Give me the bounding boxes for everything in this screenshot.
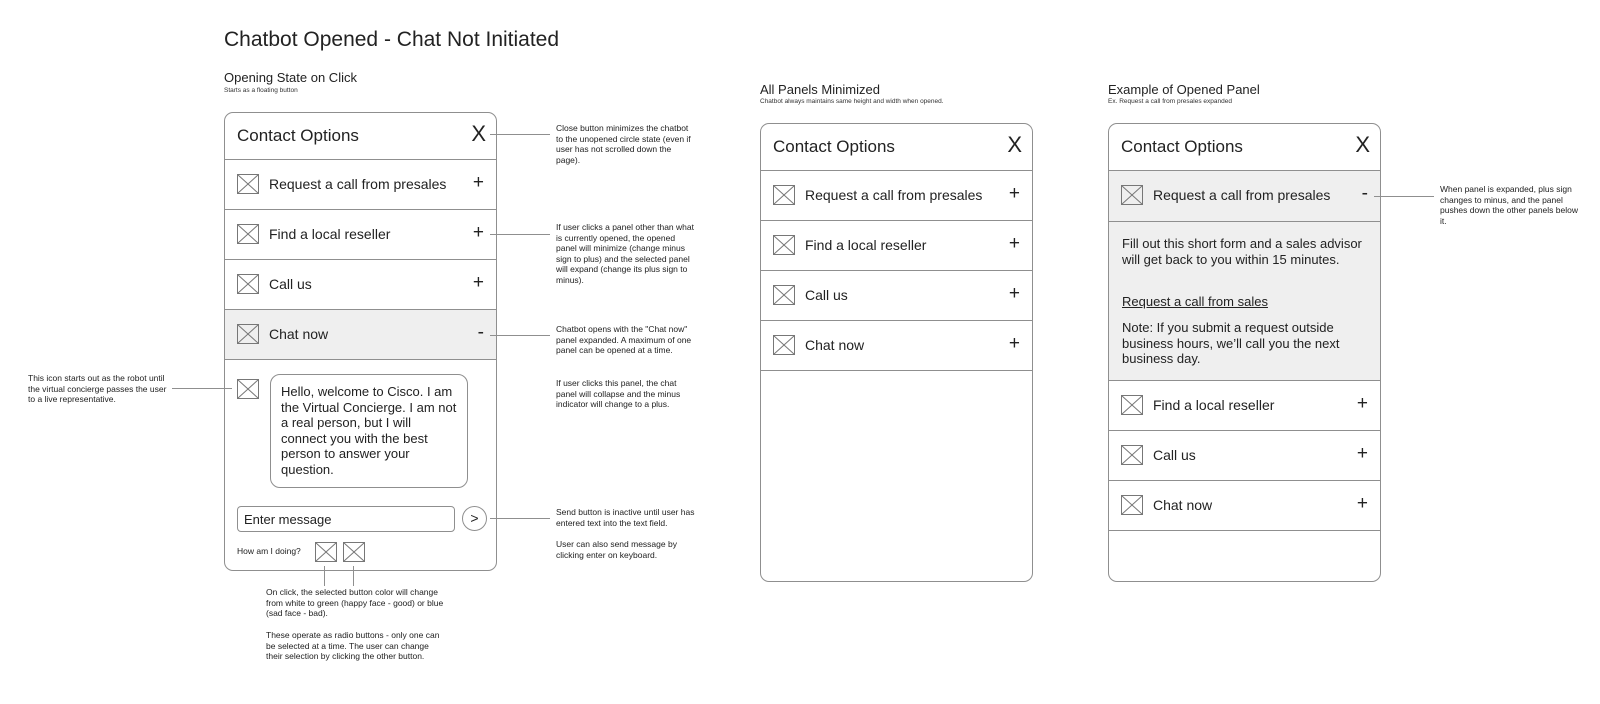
annotation-panel-switch: If user clicks a panel other than what is currently opened, the opened panel will minimize (change minus sign to plus) and the selected panel will expand (change its plus sign to minus). — [556, 222, 694, 285]
image-placeholder-icon — [237, 274, 259, 294]
section-subtitle-opening: Starts as a floating button — [224, 87, 298, 94]
expanded-panel-content — [1109, 221, 1380, 381]
close-button[interactable]: X — [1355, 132, 1370, 157]
expanded-note: Note: If you submit a request outside business hours, we’ll call you the next business day. — [1122, 320, 1340, 366]
plus-icon[interactable]: + — [1356, 393, 1368, 414]
annotation-robot-icon: This icon starts out as the robot until the virtual concierge passes the user to a live representative. — [28, 373, 167, 404]
panel-label: Call us — [269, 276, 312, 292]
image-placeholder-icon — [237, 224, 259, 244]
panel-find-reseller[interactable] — [1109, 381, 1380, 431]
close-button[interactable]: X — [1007, 132, 1022, 157]
panel-request-call[interactable] — [1109, 171, 1380, 221]
expanded-intro: Fill out this short form and a sales advisor will get back to you within 15 minutes. — [1122, 236, 1362, 267]
image-placeholder-icon — [1121, 395, 1143, 415]
section-subtitle-opened-panel: Ex. Request a call from presales expanded — [1108, 98, 1232, 105]
panel-label: Find a local reseller — [805, 237, 927, 253]
image-placeholder-icon — [773, 285, 795, 305]
chatbot-frame-opening — [224, 112, 497, 571]
page-title: Chatbot Opened - Chat Not Initiated — [224, 28, 560, 51]
plus-icon[interactable]: + — [1008, 333, 1020, 354]
happy-face-feedback-icon[interactable] — [315, 542, 337, 562]
plus-icon[interactable]: + — [472, 272, 484, 293]
section-title-minimized: All Panels Minimized — [760, 82, 880, 97]
annotation-expanded: When panel is expanded, plus sign changes to minus, and the panel pushes down the other panels below it. — [1440, 184, 1578, 226]
annotation-connector — [172, 388, 232, 389]
annotation-send-enter: User can also send message by clicking enter on keyboard. — [556, 539, 677, 560]
panel-label: Chat now — [269, 326, 329, 342]
panel-request-call[interactable] — [225, 160, 496, 210]
section-title-opening: Opening State on Click — [224, 70, 357, 85]
plus-icon[interactable]: + — [472, 172, 484, 193]
annotation-chat-now: Chatbot opens with the "Chat now" panel expanded. A maximum of one panel can be opened at a time. — [556, 324, 692, 355]
image-placeholder-icon — [773, 335, 795, 355]
panel-label: Chat now — [1153, 497, 1213, 513]
plus-icon[interactable]: + — [1008, 283, 1020, 304]
panel-chat-now[interactable] — [1109, 481, 1380, 531]
annotation-chat-now-collapse: If user clicks this panel, the chat panel will collapse and the minus indicator will change to a plus. — [556, 378, 681, 409]
feedback-label: How am I doing? — [237, 546, 301, 556]
plus-icon[interactable]: + — [1356, 493, 1368, 514]
panel-call-us[interactable] — [225, 260, 496, 310]
chatbot-frame-opened-panel — [1108, 123, 1381, 582]
plus-icon[interactable]: + — [1356, 443, 1368, 464]
send-button[interactable]: > — [462, 506, 487, 531]
annotation-send: Send button is inactive until user has entered text into the text field. — [556, 507, 695, 528]
bot-avatar-icon — [237, 379, 259, 399]
annotation-connector — [490, 134, 550, 135]
minus-icon[interactable]: - — [477, 322, 484, 343]
image-placeholder-icon — [773, 235, 795, 255]
section-subtitle-minimized: Chatbot always maintains same height and width when opened. — [760, 98, 944, 105]
annotation-connector — [1374, 196, 1434, 197]
panel-request-call[interactable] — [761, 171, 1032, 221]
panel-call-us[interactable] — [761, 271, 1032, 321]
widget-header — [225, 113, 496, 160]
panel-call-us[interactable] — [1109, 431, 1380, 481]
minus-icon[interactable]: - — [1361, 183, 1368, 204]
request-call-link[interactable]: Request a call from sales — [1122, 294, 1268, 309]
annotation-connector — [490, 335, 550, 336]
widget-title: Contact Options — [237, 126, 359, 145]
panel-find-reseller[interactable] — [225, 210, 496, 260]
annotation-close: Close button minimizes the chatbot to the unopened circle state (even if user has not scrolled down the page). — [556, 123, 691, 165]
panel-label: Chat now — [805, 337, 865, 353]
image-placeholder-icon — [1121, 445, 1143, 465]
close-button[interactable]: X — [471, 121, 486, 146]
panel-label: Find a local reseller — [269, 226, 391, 242]
widget-title: Contact Options — [773, 137, 895, 156]
widget-header — [761, 124, 1032, 171]
plus-icon[interactable]: + — [1008, 183, 1020, 204]
panel-label: Request a call from presales — [269, 176, 447, 192]
image-placeholder-icon — [1121, 495, 1143, 515]
plus-icon[interactable]: + — [1008, 233, 1020, 254]
chatbot-frame-minimized — [760, 123, 1033, 582]
panel-label: Request a call from presales — [1153, 187, 1331, 203]
panel-chat-now[interactable] — [225, 310, 496, 360]
annotation-feedback-radio: These operate as radio buttons - only one can be selected at a time. The user can change their selection by clicking the other button. — [266, 630, 440, 661]
panel-label: Request a call from presales — [805, 187, 983, 203]
annotation-connector — [324, 566, 325, 586]
image-placeholder-icon — [237, 324, 259, 344]
annotation-feedback: On click, the selected button color will change from white to green (happy face - good) or blue (sad face - bad). — [266, 587, 444, 618]
message-input[interactable] — [237, 506, 455, 532]
panel-label: Call us — [1153, 447, 1196, 463]
sad-face-feedback-icon[interactable] — [343, 542, 365, 562]
panel-chat-now[interactable] — [761, 321, 1032, 371]
bot-message-bubble: Hello, welcome to Cisco. I am the Virtual Concierge. I am not a real person, but I will connect you with the best person to answer your question. — [270, 374, 468, 488]
widget-title: Contact Options — [1121, 137, 1243, 156]
image-placeholder-icon — [237, 174, 259, 194]
panel-label: Call us — [805, 287, 848, 303]
annotation-connector — [353, 566, 354, 586]
panel-label: Find a local reseller — [1153, 397, 1275, 413]
plus-icon[interactable]: + — [472, 222, 484, 243]
image-placeholder-icon — [773, 185, 795, 205]
image-placeholder-icon — [1121, 185, 1143, 205]
section-title-opened-panel: Example of Opened Panel — [1108, 82, 1260, 97]
annotation-connector — [490, 518, 550, 519]
panel-find-reseller[interactable] — [761, 221, 1032, 271]
widget-header — [1109, 124, 1380, 171]
annotation-connector — [490, 234, 550, 235]
